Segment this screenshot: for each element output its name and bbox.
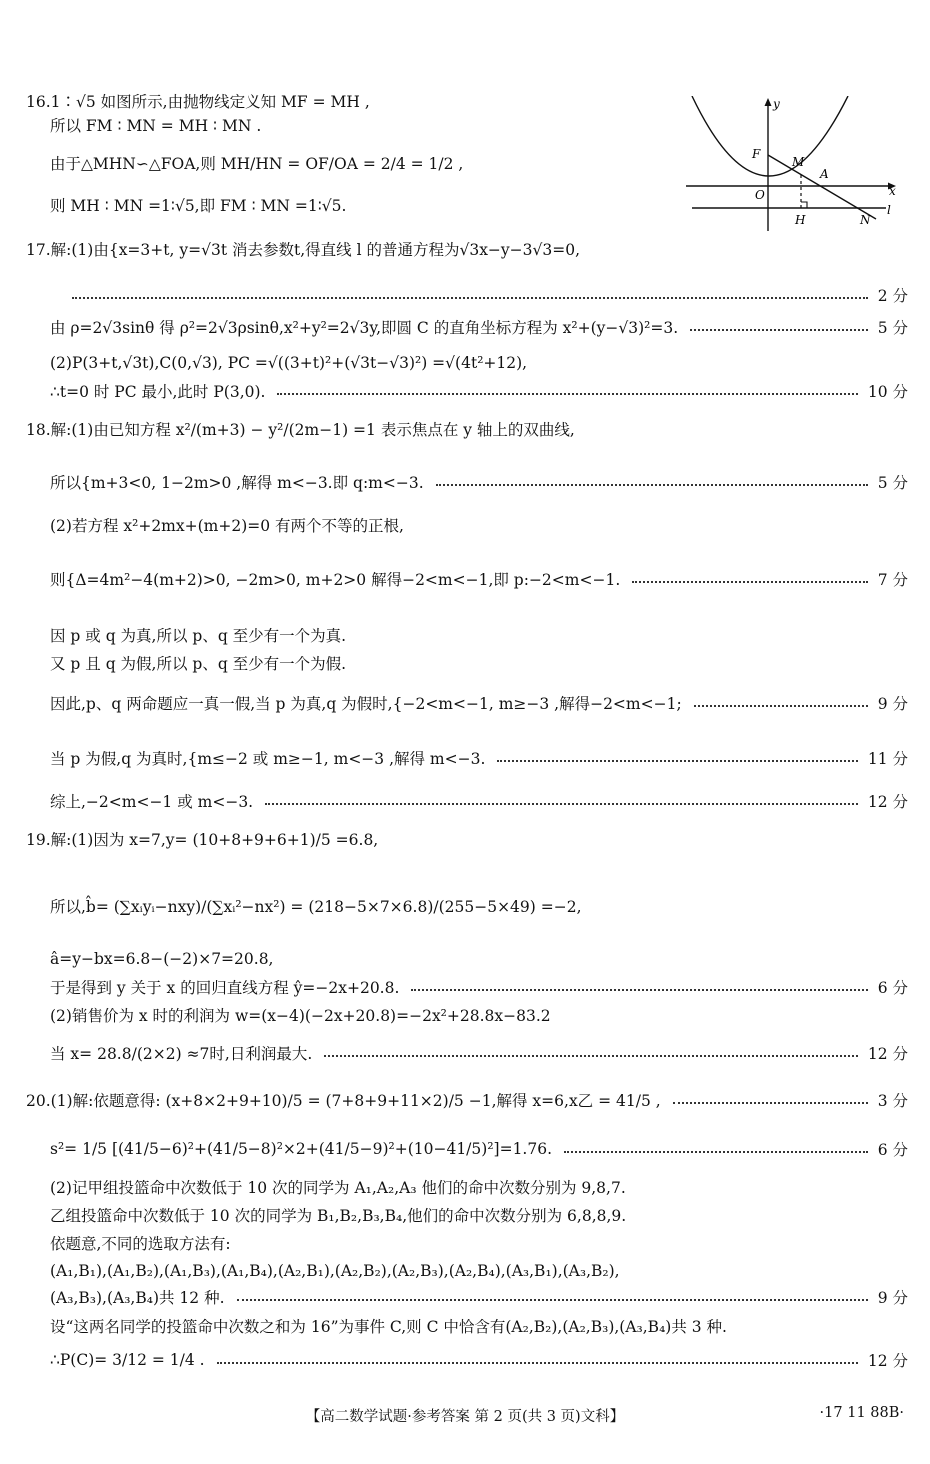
text-line xyxy=(0,1087,930,1113)
text-line xyxy=(0,1347,930,1373)
text-line xyxy=(0,1202,930,1228)
line-text: s²= 1/5 [(41/5−6)²+(41/5−8)²×2+(41/5−9)²+(10−41/5)²]=1.76. xyxy=(50,1140,553,1158)
text-line xyxy=(0,1136,930,1162)
text-line xyxy=(0,788,930,814)
score-label: 5 分 xyxy=(877,474,908,492)
text-line xyxy=(0,350,930,376)
line-text: 20.(1)解:依题意得: (x+8×2+9+10)/5 = (7+8+9+11×2)/5 −1,解得 x=6,x乙 = 41/5 , xyxy=(26,1092,661,1110)
text-line xyxy=(0,650,930,676)
label-y: y xyxy=(773,97,780,111)
line-text: 综上,−2<m<−1 或 m<−3. xyxy=(50,793,254,811)
text-line xyxy=(0,1040,930,1066)
dot-leader xyxy=(265,803,858,805)
text-line xyxy=(0,622,930,648)
line-text: 于是得到 y 关于 x 的回归直线方程 ŷ=−2x+20.8. xyxy=(50,979,400,997)
line-text: 18.解:(1)由已知方程 x²/(m+3) − y²/(2m−1) =1 表示焦点在 y 轴上的双曲线, xyxy=(26,421,575,439)
text-line xyxy=(0,1002,930,1028)
y-axis-arrow xyxy=(765,98,772,106)
line-text: 当 p 为假,q 为真时,{m≤−2 或 m≥−1, m<−3 ,解得 m<−3. xyxy=(50,750,486,768)
text-line xyxy=(0,314,930,340)
footer-center: 【高二数学试题·参考答案 第 2 页(共 3 页)文科】 xyxy=(305,1409,625,1425)
text-line xyxy=(0,826,930,852)
right-angle-mark xyxy=(801,202,807,208)
text-line xyxy=(0,378,930,404)
text-line xyxy=(0,745,930,771)
text-line xyxy=(0,946,930,972)
score-label: 9 分 xyxy=(877,1289,908,1307)
text-line xyxy=(0,236,930,262)
dot-leader xyxy=(72,297,868,299)
dot-leader xyxy=(324,1055,858,1057)
dot-leader xyxy=(690,329,868,331)
score-label: 10 分 xyxy=(867,383,908,401)
text-line xyxy=(0,282,930,308)
dot-leader xyxy=(497,760,857,762)
line-fn xyxy=(768,155,876,219)
text-line xyxy=(0,566,930,592)
line-text: 则 MH ∶ MN =1∶√5,即 FM ∶ MN =1∶√5. xyxy=(50,197,347,215)
score-label: 7 分 xyxy=(877,571,908,589)
line-text: â=y−bx=6.8−(−2)×7=20.8, xyxy=(50,950,274,968)
label-x: x xyxy=(889,184,896,198)
text-line xyxy=(0,1174,930,1200)
dot-leader xyxy=(436,484,868,486)
parabola-curve xyxy=(692,96,848,176)
label-o: O xyxy=(755,188,765,202)
label-h: H xyxy=(795,213,806,227)
line-text: 乙组投篮命中次数低于 10 次的同学为 B₁,B₂,B₃,B₄,他们的命中次数分别为 6,8,8,9. xyxy=(50,1207,627,1225)
line-text: 又 p 且 q 为假,所以 p、q 至少有一个为假. xyxy=(50,655,347,673)
text-line xyxy=(0,1230,930,1256)
line-text: 因此,p、q 两命题应一真一假,当 p 为真,q 为假时,{−2<m<−1, m≥−3 ,解得−2<m<−1; xyxy=(50,695,682,713)
score-label: 12 分 xyxy=(867,1352,908,1370)
line-text: 由于△MHN∽△FOA,则 MH/HN = OF/OA = 2/4 = 1/2 , xyxy=(50,155,464,173)
line-text: ∴P(C)= 3/12 = 1/4 . xyxy=(50,1351,205,1369)
parabola-figure xyxy=(682,96,904,234)
line-text: (2)P(3+t,√3t),C(0,√3), PC =√((3+t)²+(√3t−√3)²) =√(4t²+12), xyxy=(50,354,528,372)
score-label: 11 分 xyxy=(867,750,908,768)
line-text: (2)销售价为 x 时的利润为 w=(x−4)(−2x+20.8)=−2x²+28.8x−83.2 xyxy=(50,1007,551,1025)
line-text: 16.1∶√5 如图所示,由抛物线定义知 MF = MH , xyxy=(26,93,370,111)
page-footer xyxy=(0,1402,930,1426)
text-line xyxy=(0,893,930,919)
score-label: 2 分 xyxy=(877,287,908,305)
dot-leader xyxy=(673,1102,868,1104)
score-label: 6 分 xyxy=(877,1141,908,1159)
text-line xyxy=(0,1313,930,1339)
text-line xyxy=(0,1284,930,1310)
dot-leader xyxy=(217,1362,858,1364)
line-text: (2)记甲组投篮命中次数低于 10 次的同学为 A₁,A₂,A₃ 他们的命中次数分别为 9,8,7. xyxy=(50,1179,626,1197)
footer-right: ·17 11 88B· xyxy=(819,1405,904,1421)
text-line xyxy=(0,512,930,538)
score-label: 12 分 xyxy=(867,1045,908,1063)
score-label: 6 分 xyxy=(877,979,908,997)
line-text: (2)若方程 x²+2mx+(m+2)=0 有两个不等的正根, xyxy=(50,517,404,535)
dot-leader xyxy=(632,581,867,583)
label-n: N xyxy=(860,213,871,227)
score-label: 9 分 xyxy=(877,695,908,713)
label-f: F xyxy=(752,147,761,161)
text-line xyxy=(0,416,930,442)
label-m: M xyxy=(792,155,805,169)
line-text: (A₃,B₃),(A₃,B₄)共 12 种. xyxy=(50,1289,225,1307)
dot-leader xyxy=(277,393,857,395)
line-text: 当 x= 28.8/(2×2) ≈7时,日利润最大. xyxy=(50,1045,313,1063)
label-a: A xyxy=(820,167,829,181)
line-text: 所以,b̂= (∑xᵢyᵢ−nxy)/(∑xᵢ²−nx²) = (218−5×7×6.8)/(255−5×49) =−2, xyxy=(50,898,582,916)
dot-leader xyxy=(237,1299,868,1301)
text-line xyxy=(0,974,930,1000)
text-line xyxy=(0,469,930,495)
score-label: 3 分 xyxy=(877,1092,908,1110)
line-text: 所以 FM ∶ MN = MH ∶ MN . xyxy=(50,117,262,135)
score-label: 12 分 xyxy=(867,793,908,811)
line-text: 17.解:(1)由{x=3+t, y=√3t 消去参数t,得直线 l 的普通方程为√3x−y−3√3=0, xyxy=(26,241,581,259)
line-text: 19.解:(1)因为 x=7,y= (10+8+9+6+1)/5 =6.8, xyxy=(26,831,379,849)
score-label: 5 分 xyxy=(877,319,908,337)
text-line xyxy=(0,1258,930,1284)
line-text: 设“这两名同学的投篮命中次数之和为 16”为事件 C,则 C 中恰含有(A₂,B₂),(A₂,B₃),(A₃,B₄)共 3 种. xyxy=(50,1318,727,1336)
dot-leader xyxy=(564,1151,868,1153)
line-text: 则{Δ=4m²−4(m+2)>0, −2m>0, m+2>0 解得−2<m<−1,即 p:−2<m<−1. xyxy=(50,571,621,589)
line-text: 因 p 或 q 为真,所以 p、q 至少有一个为真. xyxy=(50,627,347,645)
text-line xyxy=(0,690,930,716)
line-text: 依题意,不同的选取方法有: xyxy=(50,1235,231,1253)
dot-leader xyxy=(694,705,868,707)
label-l: l xyxy=(887,203,891,217)
line-text: 所以{m+3<0, 1−2m>0 ,解得 m<−3.即 q:m<−3. xyxy=(50,474,424,492)
line-text: (A₁,B₁),(A₁,B₂),(A₁,B₃),(A₁,B₄),(A₂,B₁),(A₂,B₂),(A₂,B₃),(A₂,B₄),(A₃,B₁),(A₃,B₂), xyxy=(50,1262,620,1280)
line-text: 由 ρ=2√3sinθ 得 ρ²=2√3ρsinθ,x²+y²=2√3y,即圆 C 的直角坐标方程为 x²+(y−√3)²=3. xyxy=(50,319,679,337)
dot-leader xyxy=(411,989,867,991)
line-text: ∴t=0 时 PC 最小,此时 P(3,0). xyxy=(50,383,266,401)
